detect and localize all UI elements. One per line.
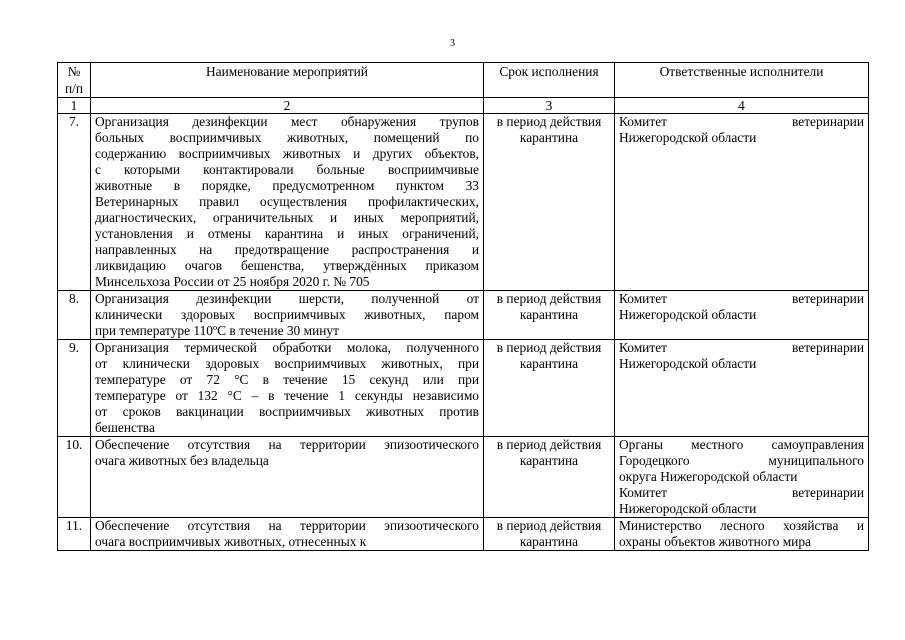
executor-text-line: Комитет ветеринарии (619, 114, 864, 129)
header-num: № п/п (58, 63, 91, 98)
executor-text-line: Нижегородской области (619, 356, 757, 371)
executors-cell (615, 340, 869, 437)
action-text-line: Организация дезинфекции мест обнаружения трупов (95, 114, 479, 129)
term-cell: в период действия карантина (484, 340, 615, 437)
action-text-line: клинически здоровых восприимчивых животных, паром (95, 307, 479, 322)
executor-text-line: охраны объектов животного мира (619, 534, 811, 549)
action-cell (91, 291, 484, 340)
row-number: 7. (58, 114, 91, 291)
action-text-line: температуре от 132 °С – в течение 1 секунды независимо (95, 388, 479, 403)
action-text-line: содержанию восприимчивых животных и других объектов, (95, 146, 479, 161)
index-cell: 2 (91, 98, 484, 114)
executor-text-line: Нижегородской области (619, 307, 757, 322)
action-cell (91, 114, 484, 291)
executor-text-line: Комитет ветеринарии (619, 291, 864, 306)
action-text-line: Обеспечение отсутствия на территории эпизоотического (95, 437, 479, 452)
action-text-line: с которыми контактировали больные восприимчивые (95, 162, 479, 177)
term-cell: в период действия карантина (484, 518, 615, 551)
term-cell: в период действия карантина (484, 291, 615, 340)
table-header-row (58, 63, 869, 98)
header-action: Наименование мероприятий (91, 63, 484, 98)
row-number: 11. (58, 518, 91, 551)
action-text-line: Ветеринарных правил осуществления профилактических, (95, 194, 479, 209)
term-cell: в период действия карантина (484, 437, 615, 518)
action-text-line: очага восприимчивых животных, отнесенных к (95, 534, 367, 549)
action-cell (91, 340, 484, 437)
row-number: 8. (58, 291, 91, 340)
action-text-line: установления и отмены карантина и иных ограничений, (95, 226, 479, 241)
executors-cell (615, 291, 869, 340)
action-text-line: Минсельхоза России от 25 ноября 2020 г. № 705 (95, 274, 370, 289)
table-index-row (58, 98, 869, 114)
row-number: 10. (58, 437, 91, 518)
action-text-line: Организация термической обработки молока, полученного (95, 340, 479, 355)
action-text-line: очага животных без владельца (95, 453, 269, 468)
action-text-line: больных восприимчивых животных, помещений по (95, 130, 479, 145)
action-text-line: температуре от 72 °С в течение 15 секунд или при (95, 372, 479, 387)
executor-text-line: Нижегородской области (619, 130, 757, 145)
table-row (58, 114, 869, 291)
index-cell: 4 (615, 98, 869, 114)
executor-text-line: округа Нижегородской области (619, 469, 798, 484)
executor-text-line: Органы местного самоуправления (619, 437, 864, 452)
table-row (58, 340, 869, 437)
term-cell: в период действия карантина (484, 114, 615, 291)
row-number: 9. (58, 340, 91, 437)
action-text-line: животные в порядке, предусмотренном пунктом 33 (95, 178, 479, 193)
executor-text-line: Министерство лесного хозяйства и (619, 518, 864, 533)
index-cell: 1 (58, 98, 91, 114)
action-text-line: Обеспечение отсутствия на территории эпизоотического (95, 518, 479, 533)
action-text-line: Организация дезинфекции шерсти, полученной от (95, 291, 479, 306)
action-text-line: при температуре 110ºС в течение 30 минут (95, 323, 339, 338)
executor-text-line: Нижегородской области (619, 501, 757, 516)
executors-cell (615, 518, 869, 551)
action-text-line: ликвидацию очагов бешенства, утверждённых приказом (95, 258, 479, 273)
page-number: 3 (450, 38, 455, 49)
measures-table (57, 62, 869, 551)
index-cell: 3 (484, 98, 615, 114)
table-row (58, 518, 869, 551)
action-cell (91, 518, 484, 551)
executor-text-line: Городецкого муниципального (619, 453, 864, 468)
executor-text-line: Комитет ветеринарии (619, 485, 864, 500)
action-cell (91, 437, 484, 518)
header-term: Срок исполнения (484, 63, 615, 98)
action-text-line: направленных на предотвращение распространения и (95, 242, 479, 257)
executor-text-line: Комитет ветеринарии (619, 340, 864, 355)
action-text-line: от сроков вакцинации восприимчивых животных против (95, 404, 479, 419)
executors-cell (615, 437, 869, 518)
header-executors: Ответственные исполнители (615, 63, 869, 98)
action-text-line: бешенства (95, 420, 155, 435)
action-text-line: диагностических, ограничительных и иных мероприятий, (95, 210, 479, 225)
executors-cell (615, 114, 869, 291)
table-row (58, 291, 869, 340)
action-text-line: от клинически здоровых восприимчивых животных, при (95, 356, 479, 371)
table-row (58, 437, 869, 518)
